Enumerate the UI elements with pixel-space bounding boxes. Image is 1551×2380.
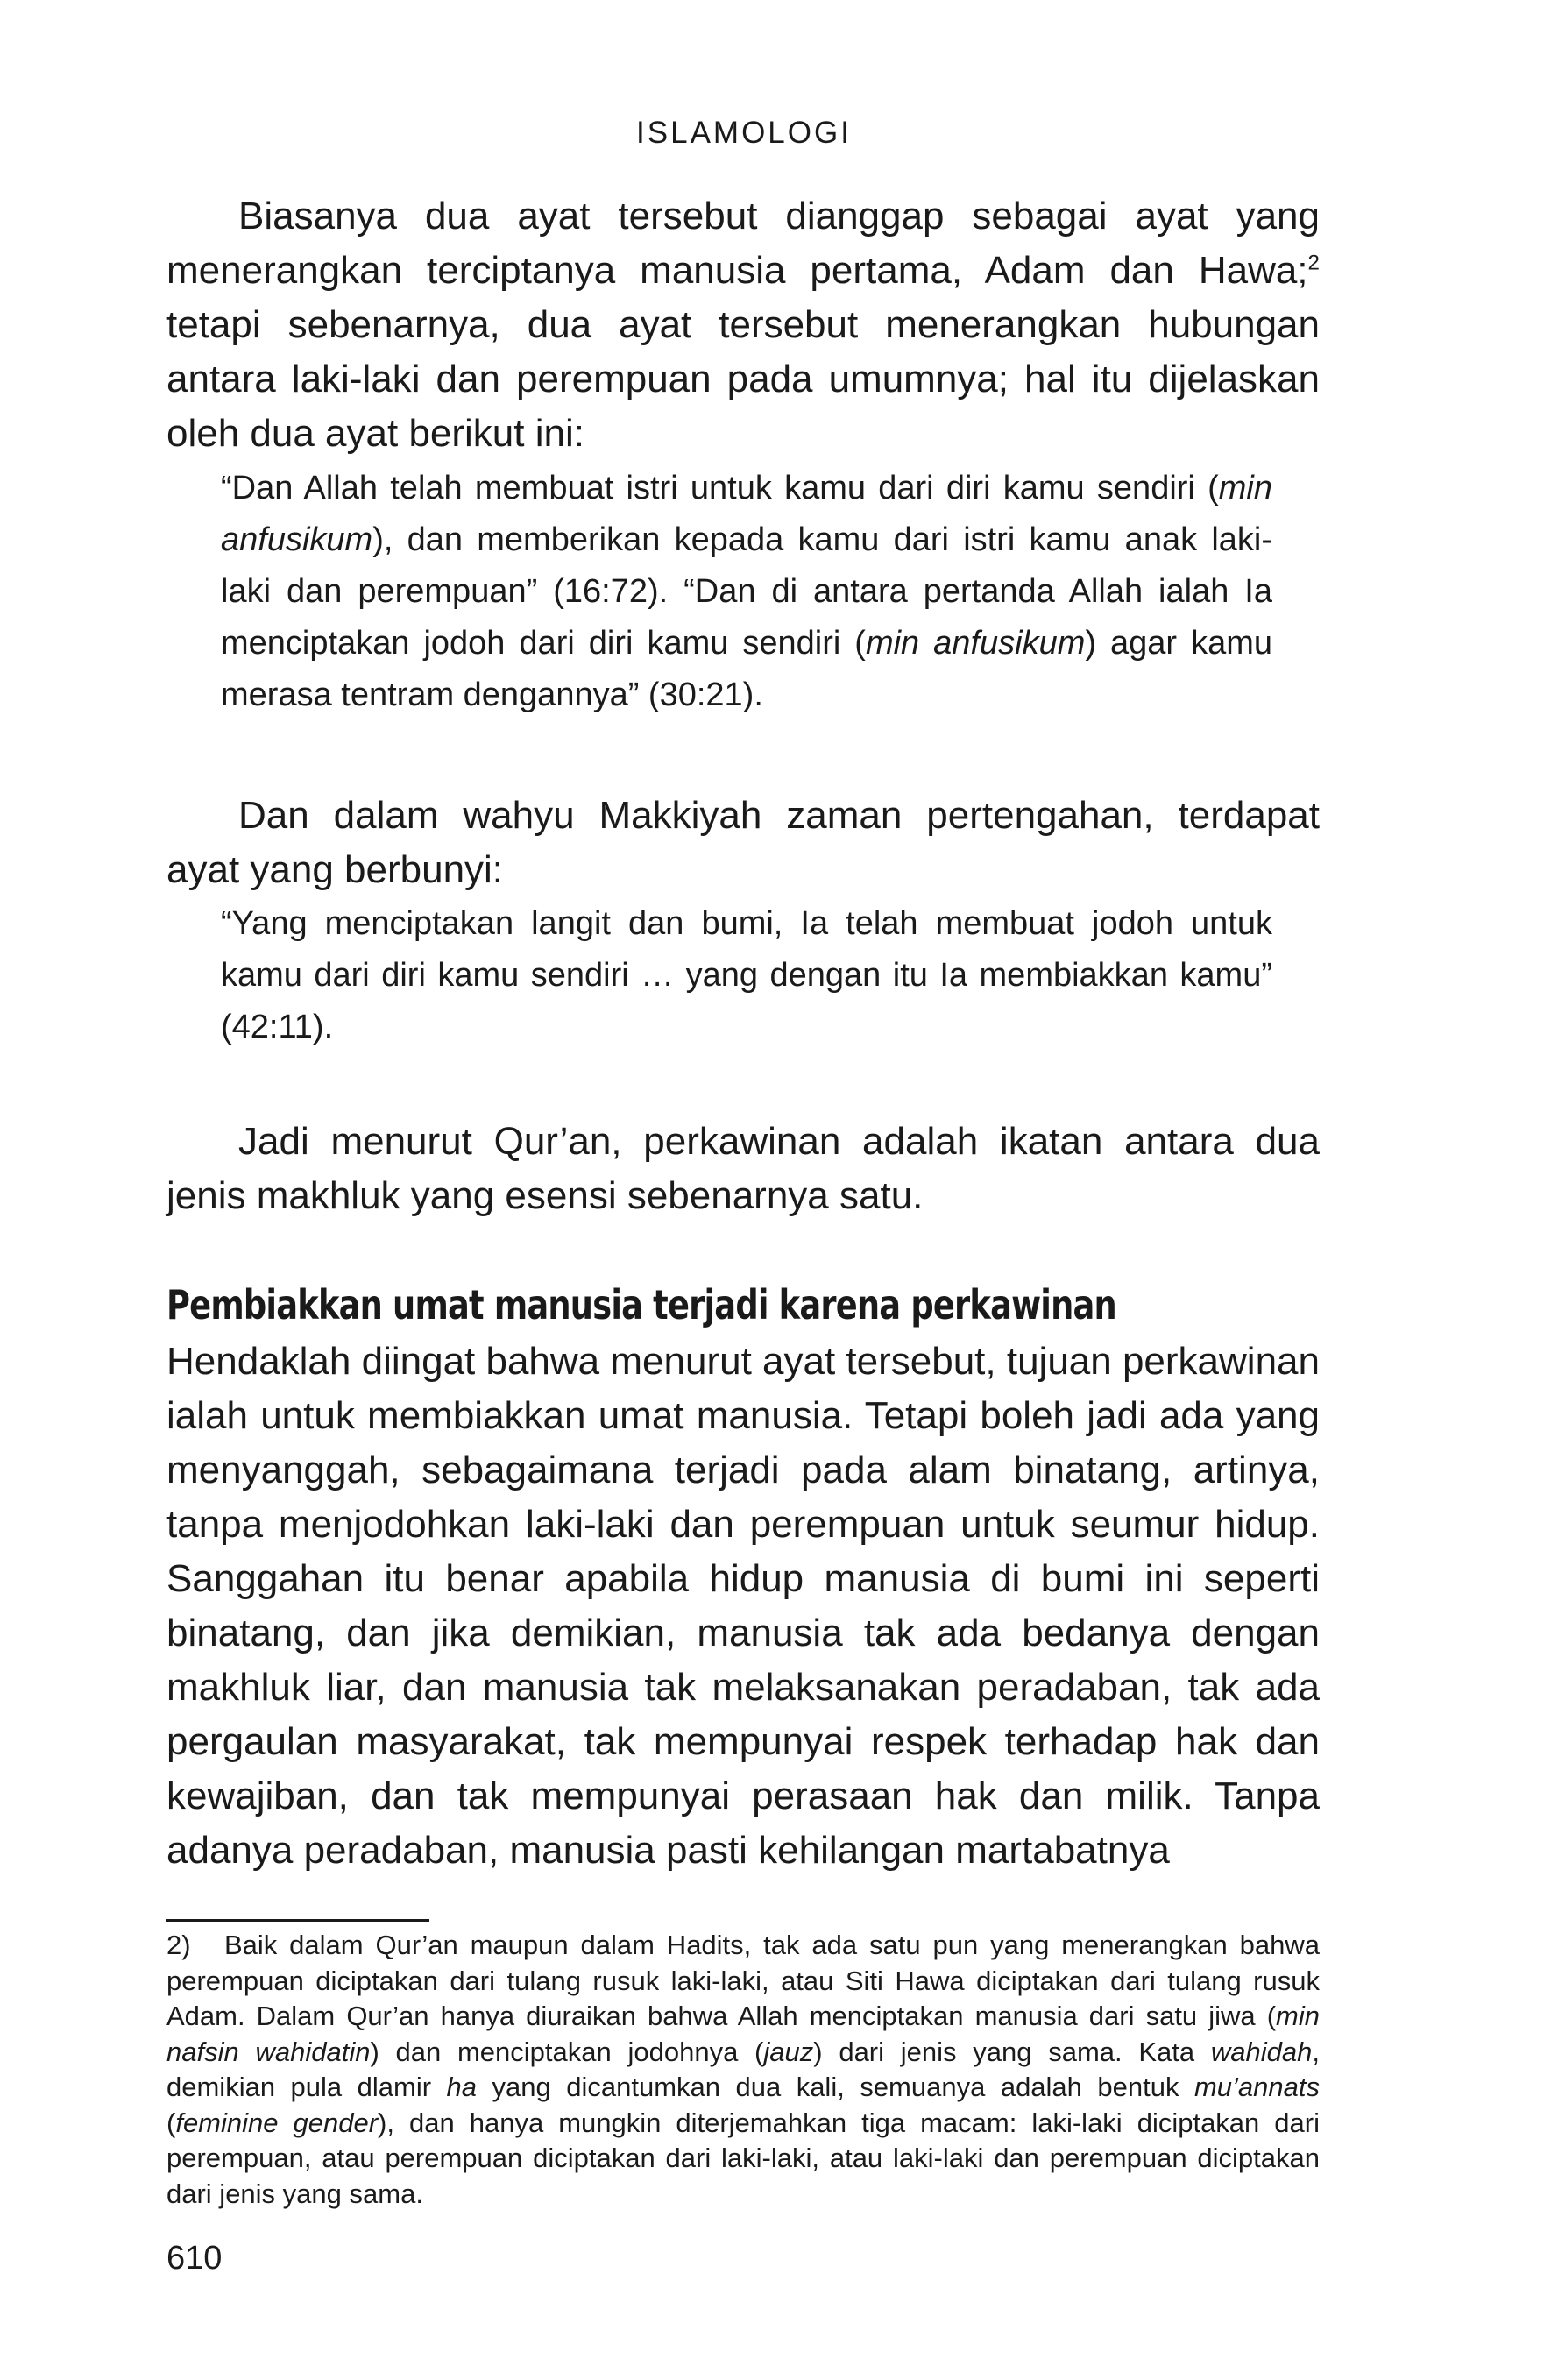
quote-1-italic: min anfusikum bbox=[865, 625, 1086, 662]
footnote-number: 2) bbox=[166, 1930, 191, 1960]
footnote-italic: wahidah bbox=[1210, 2036, 1313, 2067]
footnote-italic: feminine gender bbox=[175, 2107, 379, 2138]
footnote-text: , demikian pula dlamir bbox=[166, 2036, 1321, 2102]
footnote-italic: ha bbox=[446, 2072, 478, 2102]
quote-2: “Yang menciptakan langit dan bumi, Ia telah membuat jodoh untuk kamu dari diri kamu sendiri … yang dengan itu Ia membiakkan kamu” (42:11). bbox=[221, 905, 1272, 1045]
paragraph-2: Dan dalam wahyu Makkiyah zaman pertengahan, terdapat ayat yang berbunyi: bbox=[166, 794, 1320, 891]
paragraph-1-text: Biasanya dua ayat tersebut dianggap sebagai ayat yang menerangkan terciptanya manusia pertama, Adam dan Hawa; bbox=[166, 195, 1320, 292]
paragraph-3: Jadi menurut Qur’an, perkawinan adalah ikatan antara dua jenis makhluk yang esensi sebenarnya satu. bbox=[166, 1120, 1320, 1217]
quote-1-text: ), dan memberikan kepada kamu dari istri kamu anak laki-laki dan perempuan” (16:72). “Dan di antara pertanda Allah ialah Ia menciptakan jodoh dari diri kamu sendiri ( bbox=[221, 521, 1272, 662]
footnote-italic: jauz bbox=[763, 2036, 814, 2067]
footnote-italic: min nafsin wahidatin bbox=[166, 2001, 1320, 2067]
footnote-text: Baik dalam Qur’an maupun dalam Hadits, tak ada satu pun yang menerangkan bahwa perempuan diciptakan dari tulang rusuk laki-laki, atau Siti Hawa diciptakan dari tulang rusuk Adam. Dalam Qur’an hanya diuraikan bahwa Allah menciptakan manusia dari satu jiwa ( bbox=[166, 1930, 1320, 2031]
paragraph-1-text-cont: tetapi sebenarnya, dua ayat tersebut menerangkan hubungan antara laki-laki dan perempuan pada umumnya; hal itu dijelaskan oleh dua ayat berikut ini: bbox=[166, 303, 1320, 455]
page-number: 610 bbox=[166, 2240, 223, 2277]
running-header: ISLAMOLOGI bbox=[636, 116, 852, 150]
footnote-text: ), dan hanya mungkin diterjemahkan tiga macam: laki-laki diciptakan dari perempuan, atau perempuan diciptakan dari laki-laki, atau laki-laki dan perempuan diciptakan dari jenis yang sama. bbox=[166, 2107, 1320, 2209]
section-body: Hendaklah diingat bahwa menurut ayat tersebut, tujuan perkawinan ialah untuk membiakkan umat manusia. Tetapi boleh jadi ada yang menyanggah, sebagaimana terjadi pada alam binatang, artinya, tanpa menjodohkan laki-laki dan perempuan untuk seumur hidup. Sanggahan itu benar apabila hidup manusia di bumi ini seperti binatang, dan jika demikian, manusia tak ada bedanya dengan makhluk liar, dan manusia tak melaksanakan peradaban, tak ada pergaulan masyarakat, tak mempunyai respek terhadap hak dan kewajiban, dan tak mempunyai perasaan hak dan milik. Tanpa adanya peradaban, manusia pasti kehilangan martabatnya bbox=[166, 1340, 1320, 1872]
footnote-reference: 2 bbox=[1307, 251, 1320, 275]
quote-1-italic: min anfusikum bbox=[221, 470, 1272, 558]
footnote-text: yang dicantumkan dua kali, semuanya adalah bentuk bbox=[477, 2072, 1194, 2102]
footnote bbox=[166, 1928, 1320, 2212]
paragraph-1 bbox=[166, 189, 1320, 461]
quote-1-text: “Dan Allah telah membuat istri untuk kamu dari diri kamu sendiri ( bbox=[221, 470, 1219, 506]
footnote-text: ) dari jenis yang sama. Kata bbox=[813, 2036, 1211, 2067]
footnote-rule bbox=[166, 1919, 429, 1922]
footnote-italic: mu’annats bbox=[1193, 2072, 1320, 2102]
quote-1-text: ) agar kamu merasa tentram dengannya” (30:21). bbox=[221, 625, 1272, 713]
footnote-text: ( bbox=[166, 2107, 176, 2138]
quote-1 bbox=[221, 463, 1272, 721]
footnote-text: ) dan menciptakan jodohnya ( bbox=[370, 2036, 764, 2067]
section-heading: Pembiakkan umat manusia terjadi karena perkawinan bbox=[166, 1281, 1116, 1328]
